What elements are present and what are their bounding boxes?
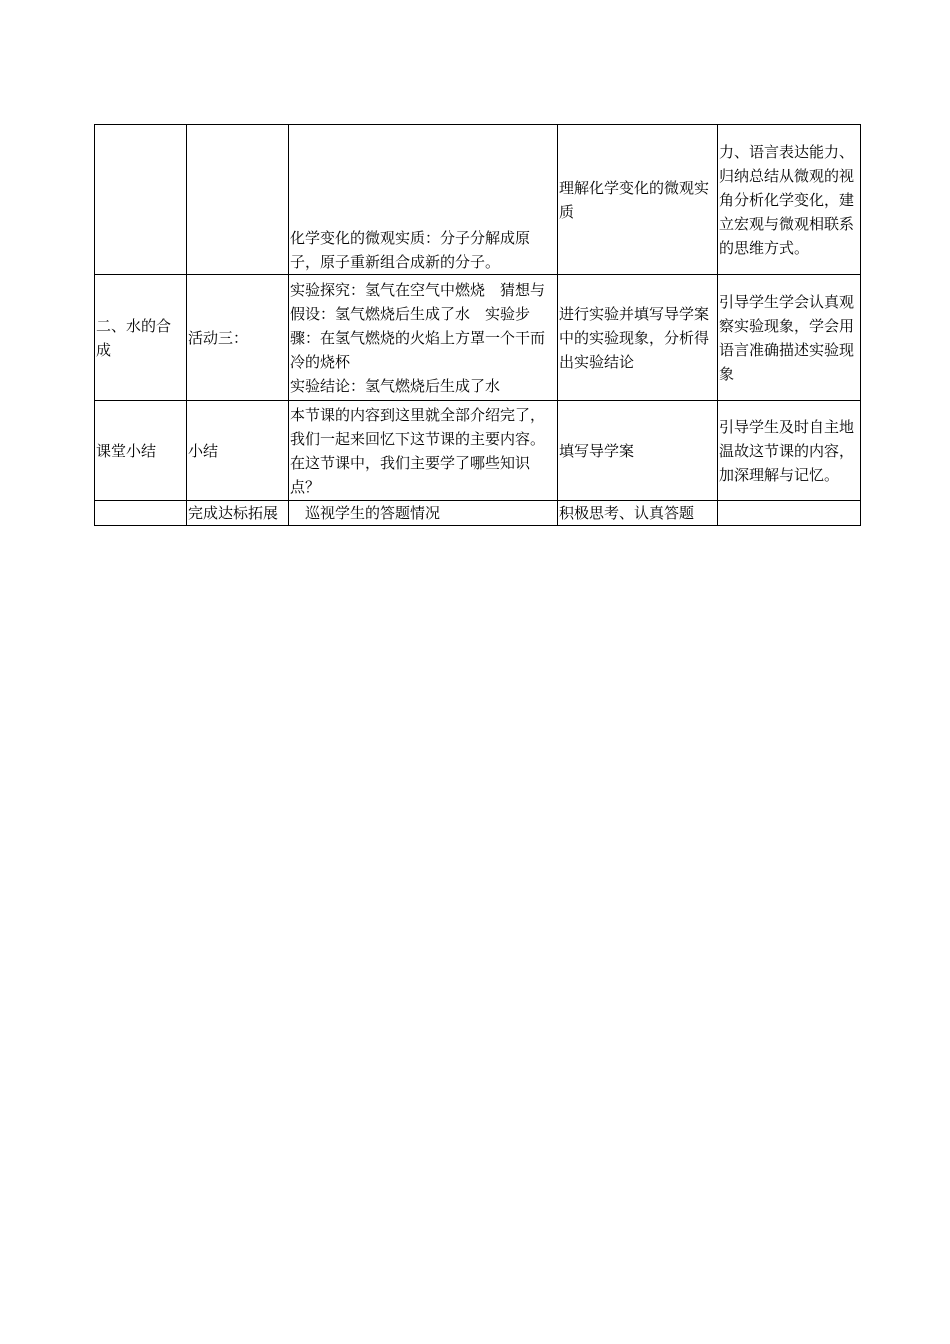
teacher-activity-cell: 本节课的内容到这里就全部介绍完了，我们一起来回忆下这节课的主要内容。在这节课中，我们主要学了哪些知识点？ [289, 401, 558, 501]
teacher-activity-cell: 化学变化的微观实质：分子分解成原子，原子重新组合成新的分子。 [289, 125, 558, 275]
activity-cell: 小结 [187, 401, 289, 501]
student-activity-cell: 进行实验并填写导学案中的实验现象，分析得出实验结论 [558, 275, 718, 401]
stage-cell [95, 125, 187, 275]
experiment-conclusion-text: 实验结论：氢气燃烧后生成了水 [290, 376, 501, 395]
experiment-steps-text: 实验探究：氢气在空气中燃烧 猜想与假设：氢气燃烧后生成了水 实验步骤：在氢气燃烧的火焰上方罩一个干而冷的烧杯 [290, 280, 546, 371]
design-intent-cell: 力、语言表达能力、归纳总结从微观的视角分析化学变化，建立宏观与微观相联系的思维方式。 [718, 125, 861, 275]
activity-cell: 完成达标拓展 [187, 501, 289, 526]
design-intent-cell: 引导学生学会认真观察实验现象，学会用语言准确描述实验现象 [718, 275, 861, 401]
student-activity-cell: 积极思考、认真答题 [558, 501, 718, 526]
table-row [95, 501, 861, 526]
table-row [95, 401, 861, 501]
table-row [95, 275, 861, 401]
student-activity-cell: 理解化学变化的微观实质 [558, 125, 718, 275]
stage-cell [95, 501, 187, 526]
activity-cell: 活动三： [187, 275, 289, 401]
activity-cell [187, 125, 289, 275]
teacher-activity-cell [289, 275, 558, 401]
design-intent-cell [718, 501, 861, 526]
stage-cell: 课堂小结 [95, 401, 187, 501]
student-activity-cell: 填写导学案 [558, 401, 718, 501]
design-intent-cell: 引导学生及时自主地温故这节课的内容，加深理解与记忆。 [718, 401, 861, 501]
lesson-plan-table [94, 124, 861, 526]
stage-cell: 二、水的合成 [95, 275, 187, 401]
teacher-activity-cell: 巡视学生的答题情况 [289, 501, 558, 526]
table-row [95, 125, 861, 275]
